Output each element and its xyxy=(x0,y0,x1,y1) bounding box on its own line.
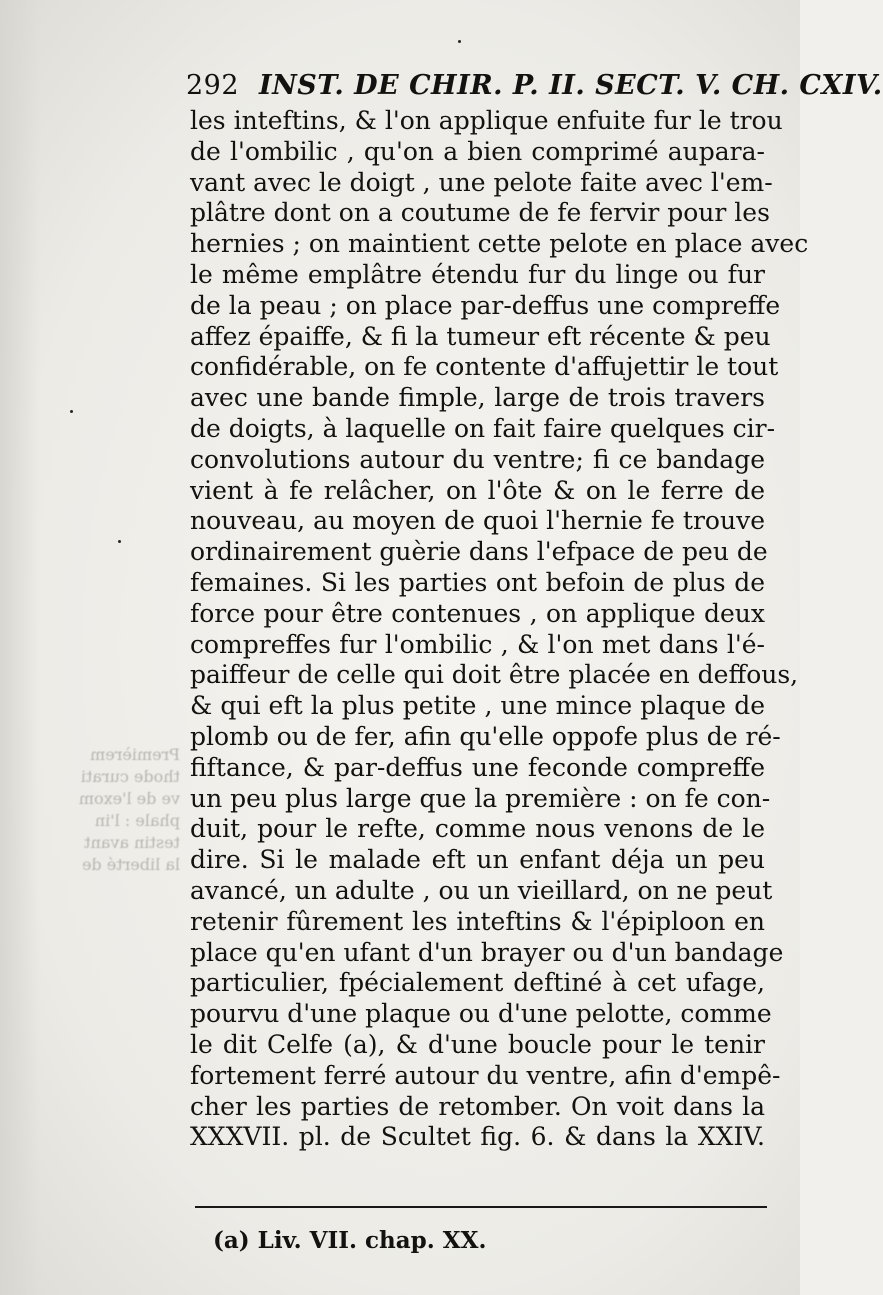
text-line: duit, pour le refte, comme nous venons de le xyxy=(190,814,765,844)
text-line: un peu plus large que la première : on fe con- xyxy=(190,783,771,813)
text-line: fiftance, & par-deffus une feconde compreffe xyxy=(190,752,765,782)
bleed-through-line: thode curati xyxy=(80,767,180,786)
running-head-title: INST. DE CHIR. P. II. SECT. V. CH. CXIV. xyxy=(258,70,883,101)
text-line: place qu'en ufant d'un brayer ou d'un bandage xyxy=(190,937,784,967)
bleed-through-line: phale : l'in xyxy=(94,811,180,830)
text-line: de la peau ; on place par-deffus une compreffe xyxy=(190,290,781,320)
text-line: XXXVII. pl. de Scultet fig. 6. & dans la XXIV. xyxy=(190,1122,765,1152)
bleed-through-text xyxy=(62,744,180,876)
text-line: compreffes fur l'ombilic , & l'on met dans l'é- xyxy=(190,629,765,659)
text-line: dire. Si le malade eft un enfant déja un peu xyxy=(190,845,765,875)
text-line: nouveau, au moyen de quoi l'hernie fe trouve xyxy=(190,506,765,536)
text-line: avec une bande fimple, large de trois travers xyxy=(190,383,765,413)
text-line: vant avec le doigt , une pelote faite avec l'em- xyxy=(190,167,773,197)
body-text xyxy=(190,106,809,1153)
text-line: plâtre dont on a coutume de fe fervir pour les xyxy=(190,198,770,228)
text-line: confidérable, on fe contente d'affujettir le tout xyxy=(190,352,779,382)
bleed-through-line: ve de l'exom xyxy=(78,789,180,808)
ink-speck xyxy=(118,540,121,543)
text-line: force pour être contenues , on applique deux xyxy=(190,598,765,628)
text-line: cher les parties de retomber. On voit dans la xyxy=(190,1091,765,1121)
text-line: de l'ombilic , qu'on a bien comprimé aupara- xyxy=(190,136,765,166)
bleed-through-line: Premièrem xyxy=(90,745,180,764)
text-line: ordinairement guèrie dans l'efpace de peu de xyxy=(190,537,768,567)
page-number: 292 xyxy=(186,70,240,101)
text-line: femaines. Si les parties ont befoin de plus de xyxy=(190,567,765,597)
ink-speck xyxy=(458,40,461,43)
page-gutter-shadow xyxy=(0,0,40,1295)
bleed-through-line: testin avant xyxy=(84,833,180,852)
footnote-rule xyxy=(195,1206,767,1208)
text-line: avancé, un adulte , ou un vieillard, on ne peut xyxy=(190,875,773,905)
text-line: retenir fûrement les inteftins & l'épiploon en xyxy=(190,906,765,936)
text-line: le même emplâtre étendu fur du linge ou fur xyxy=(190,259,765,289)
text-line: pourvu d'une plaque ou d'une pelotte, comme xyxy=(190,999,772,1029)
text-line: fortement ferré autour du ventre, afin d'empê- xyxy=(190,1060,781,1090)
text-line: vient à fe relâcher, on l'ôte & on le ferre de xyxy=(190,475,765,505)
ink-speck xyxy=(70,410,73,413)
text-line: plomb ou de fer, afin qu'elle oppofe plus de ré- xyxy=(190,721,781,751)
text-line: paiffeur de celle qui doit être placée en deffous, xyxy=(190,660,799,690)
text-line: de doigts, à laquelle on fait faire quelques cir- xyxy=(190,413,776,443)
text-line: le dit Celfe (a), & d'une boucle pour le tenir xyxy=(190,1029,765,1059)
text-line: convolutions autour du ventre; fi ce bandage xyxy=(190,444,765,474)
text-line: & qui eft la plus petite , une mince plaque de xyxy=(190,691,765,721)
running-head xyxy=(186,70,883,101)
text-line: hernies ; on maintient cette pelote en place avec xyxy=(190,229,809,259)
text-line: les inteftins, & l'on applique enfuite fur le trou xyxy=(190,106,783,135)
text-line: particulier, fpécialement deftiné à cet ufage, xyxy=(190,968,765,998)
text-line: affez épaiffe, & fi la tumeur eft récente & peu xyxy=(190,321,771,351)
bleed-through-line: la liberté de xyxy=(81,855,180,874)
footnote: (a) Liv. VII. chap. XX. xyxy=(213,1227,487,1254)
